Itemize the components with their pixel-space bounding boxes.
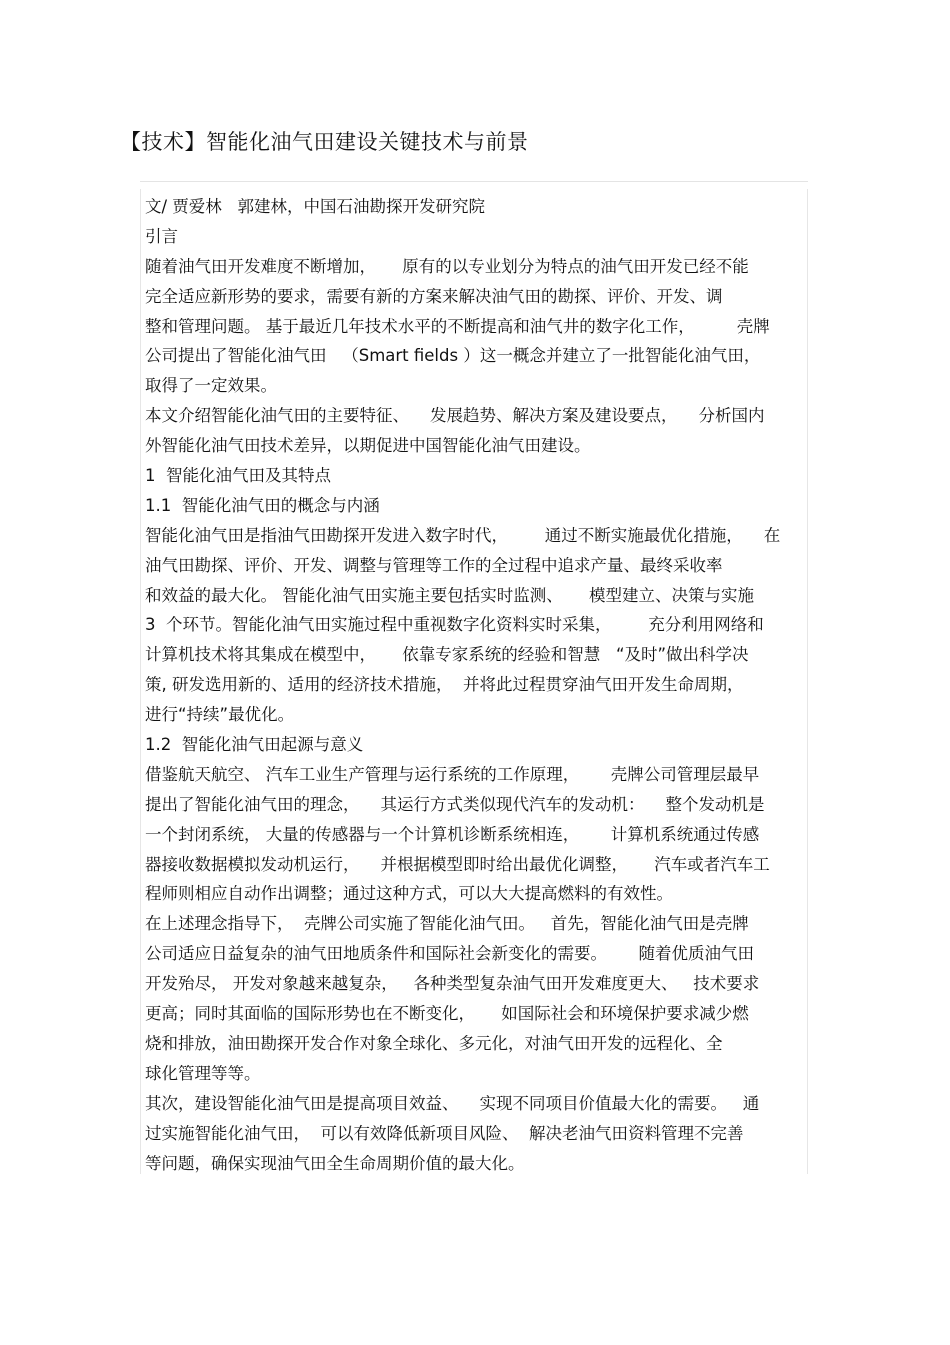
text-line bbox=[145, 850, 780, 880]
text-line-content: 计算机技术将其集成在模型中， 依靠专家系统的经验和智慧 “及时”做出科学决 bbox=[145, 645, 749, 665]
article-title: 【技术】智能化油气田建设关键技术与前景 bbox=[120, 130, 529, 154]
text-line-content: 1.1 智能化油气田的概念与内涵 bbox=[145, 495, 380, 515]
text-line-content: 外智能化油气田技术差异，以期促进中国智能化油气田建设。 bbox=[145, 436, 591, 456]
text-line-content: 其次，建设智能化油气田是提高项目效益、 实现不同项目价值最大化的需要。 通 bbox=[145, 1093, 760, 1113]
text-line bbox=[145, 222, 780, 252]
text-line bbox=[145, 192, 780, 222]
text-line bbox=[145, 939, 780, 969]
text-line bbox=[145, 401, 780, 431]
text-line-content: 过实施智能化油气田， 可以有效降低新项目风险、 解决老油气田资料管理不完善 bbox=[145, 1123, 744, 1143]
text-line bbox=[145, 491, 780, 521]
text-line-content: 油气田勘探、评价、开发、调整与管理等工作的全过程中追求产量、最终采收率 bbox=[145, 555, 723, 575]
text-line-content: 烧和排放，油田勘探开发合作对象全球化、多元化，对油气田开发的远程化、全 bbox=[145, 1033, 723, 1053]
text-line bbox=[145, 760, 780, 790]
text-line bbox=[145, 969, 780, 999]
text-line bbox=[145, 670, 780, 700]
text-line-content: 程师则相应自动作出调整；通过这种方式，可以大大提高燃料的有效性。 bbox=[145, 884, 673, 904]
text-line-content: 整和管理问题。 基于最近几年技术水平的不断提高和油气井的数字化工作， 壳牌 bbox=[145, 316, 770, 336]
text-line bbox=[145, 371, 780, 401]
text-line-content: 取得了一定效果。 bbox=[145, 376, 277, 396]
text-line bbox=[145, 640, 780, 670]
text-line-content: 策, 研发选用新的、适用的经济技术措施， 并将此过程贯穿油气田开发生命周期， bbox=[145, 675, 744, 695]
text-line bbox=[145, 1149, 780, 1179]
text-line-content: 开发殆尽， 开发对象越来越复杂， 各种类型复杂油气田开发难度更大、 技术要求 bbox=[145, 974, 760, 994]
text-line-content: 本文介绍智能化油气田的主要特征、 发展趋势、解决方案及建设要点， 分析国内 bbox=[145, 406, 765, 426]
text-line bbox=[145, 700, 780, 730]
text-line-content: 1 智能化油气田及其特点 bbox=[145, 466, 331, 486]
text-line-content: 完全适应新形势的要求，需要有新的方案来解决油气田的勘探、评价、开发、调 bbox=[145, 286, 723, 306]
text-line bbox=[145, 341, 780, 371]
text-line-content: 随着油气田开发难度不断增加， 原有的以专业划分为特点的油气田开发已经不能 bbox=[145, 256, 749, 276]
text-line-content: 在上述理念指导下， 壳牌公司实施了智能化油气田。 首先，智能化油气田是壳牌 bbox=[145, 914, 749, 934]
text-line-content: 和效益的最大化。 智能化油气田实施主要包括实时监测、 模型建立、决策与实施 bbox=[145, 585, 754, 605]
text-line bbox=[145, 1089, 780, 1119]
text-line-content: 提出了智能化油气田的理念， 其运行方式类似现代汽车的发动机： 整个发动机是 bbox=[145, 794, 765, 814]
text-line-content: 引言 bbox=[145, 226, 178, 246]
text-line-content: 1.2 智能化油气田起源与意义 bbox=[145, 735, 364, 755]
text-line-content: 一个封闭系统， 大量的传感器与一个计算机诊断系统相连， 计算机系统通过传感 bbox=[145, 824, 760, 844]
text-line-content: 智能化油气田是指油气田勘探开发进入数字时代， 通过不断实施最优化措施， 在 bbox=[145, 525, 781, 545]
text-line-content: 3 个环节。智能化油气田实施过程中重视数字化资料实时采集， 充分利用网络和 bbox=[145, 615, 764, 635]
text-line bbox=[145, 521, 780, 551]
text-line bbox=[145, 999, 780, 1029]
text-line-content: 公司提出了智能化油气田 （Smart fields ）这一概念并建立了一批智能化油气田， bbox=[145, 346, 761, 366]
text-line bbox=[145, 1119, 780, 1149]
text-line bbox=[145, 879, 780, 909]
text-lines bbox=[145, 192, 780, 1178]
text-line bbox=[145, 581, 780, 611]
text-line-content: 球化管理等等。 bbox=[145, 1063, 261, 1083]
text-line bbox=[145, 312, 780, 342]
text-line-content: 等问题，确保实现油气田全生命周期价值的最大化。 bbox=[145, 1153, 525, 1173]
text-line bbox=[145, 610, 780, 640]
text-line bbox=[145, 252, 780, 282]
text-line-content: 器接收数据模拟发动机运行， 并根据模型即时给出最优化调整， 汽车或者汽车工 bbox=[145, 854, 770, 874]
text-line-content: 进行“持续”最优化。 bbox=[145, 705, 295, 725]
text-line bbox=[145, 909, 780, 939]
text-line bbox=[145, 820, 780, 850]
text-line-content: 文/ 贾爱林 郭建林，中国石油勘探开发研究院 bbox=[145, 197, 486, 216]
text-line bbox=[145, 551, 780, 581]
title-divider bbox=[140, 181, 808, 182]
text-line bbox=[145, 790, 780, 820]
text-line bbox=[145, 282, 780, 312]
text-line bbox=[145, 730, 780, 760]
article-body bbox=[140, 189, 808, 1174]
text-line bbox=[145, 1059, 780, 1089]
text-line bbox=[145, 431, 780, 461]
text-line-content: 公司适应日益复杂的油气田地质条件和国际社会新变化的需要。 随着优质油气田 bbox=[145, 944, 754, 964]
text-line-content: 借鉴航天航空、 汽车工业生产管理与运行系统的工作原理， 壳牌公司管理层最早 bbox=[145, 764, 760, 784]
text-line-content: 更高；同时其面临的国际形势也在不断变化， 如国际社会和环境保护要求减少燃 bbox=[145, 1004, 749, 1024]
text-line bbox=[145, 461, 780, 491]
text-line bbox=[145, 1029, 780, 1059]
